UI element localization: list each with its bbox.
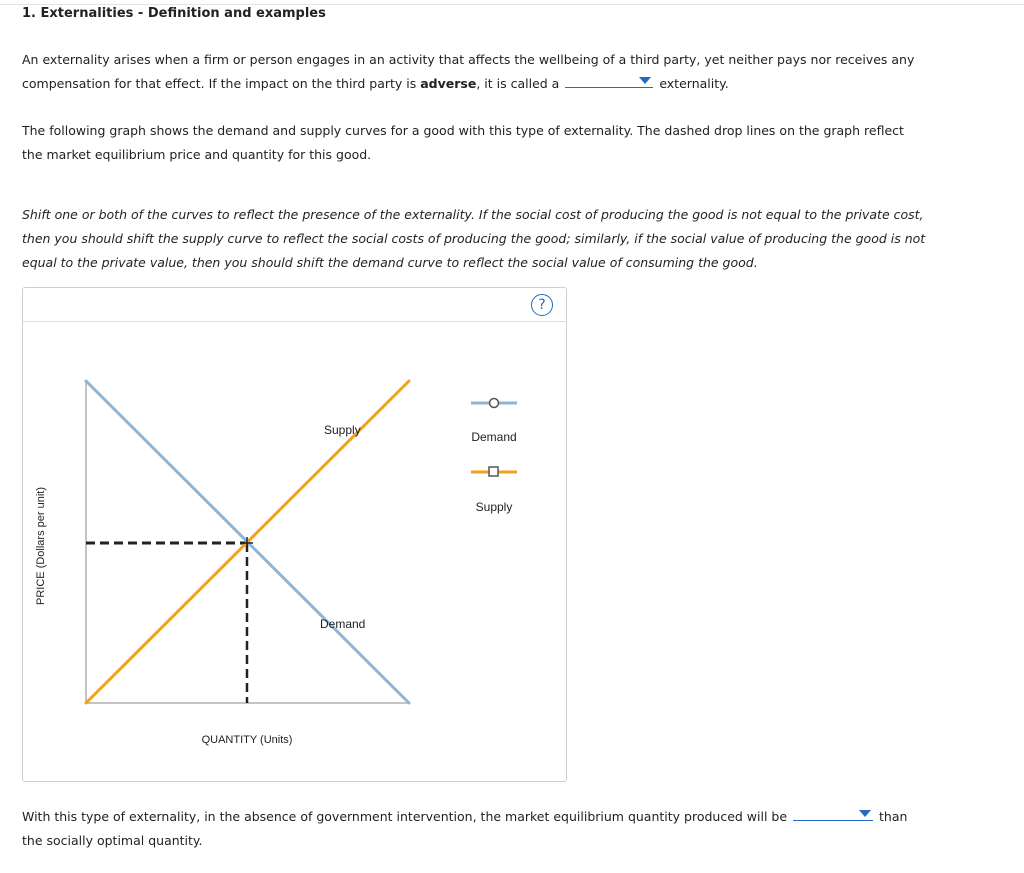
- conclusion-text-1: With this type of externality, in the absence of government intervention, the market equilibrium quantity produced will be: [22, 809, 788, 824]
- conclusion-paragraph: [22, 805, 922, 853]
- question-title: 1. Externalities - Definition and examples: [22, 6, 326, 21]
- definition-paragraph: [22, 48, 922, 96]
- supply-curve-label: Supply: [324, 423, 361, 437]
- demand-curve-label: Demand: [320, 617, 366, 631]
- supply-demand-graph: [23, 288, 566, 781]
- legend-demand-tool[interactable]: [471, 399, 517, 445]
- legend-demand-label: Demand: [471, 430, 517, 444]
- help-button[interactable]: ?: [531, 294, 553, 316]
- graph-description-paragraph: The following graph shows the demand and supply curves for a good with this type of externality. The dashed drop lines on the graph reflect the market equilibrium price and quantity for this good.: [22, 123, 904, 162]
- square-icon: [489, 467, 498, 476]
- comparison-dropdown[interactable]: [793, 806, 873, 821]
- definition-text-2: , it is called a: [476, 76, 560, 91]
- externality-type-dropdown[interactable]: [565, 73, 653, 88]
- legend-supply-label: Supply: [475, 500, 513, 514]
- chevron-down-icon: [859, 810, 871, 817]
- circle-icon: [490, 399, 499, 408]
- definition-text-3: externality.: [659, 76, 729, 91]
- top-divider: [0, 4, 1024, 5]
- definition-text-1: An externality arises when a firm or person engages in an activity that affects the wellbeing of a third party, yet neither pays nor receives any compensation for that effect. If the impact on the third party is: [22, 52, 915, 91]
- conclusion-text-2: than the socially optimal quantity.: [22, 809, 908, 848]
- chevron-down-icon: [639, 77, 651, 84]
- definition-bold-adverse: adverse: [420, 76, 477, 91]
- x-axis-label: QUANTITY (Units): [201, 734, 293, 746]
- legend-supply-tool[interactable]: [471, 467, 517, 514]
- instruction-paragraph: Shift one or both of the curves to reflect the presence of the externality. If the social cost of producing the good is not equal to the private cost, then you should shift the supply curve to reflect the social costs of producing the good; similarly, if the social value of producing the good is not equal to the private value, then you should shift the demand curve to reflect the social value of consuming the good.: [22, 207, 926, 270]
- graph-panel: [22, 287, 567, 782]
- y-axis-label: PRICE (Dollars per unit): [35, 487, 47, 605]
